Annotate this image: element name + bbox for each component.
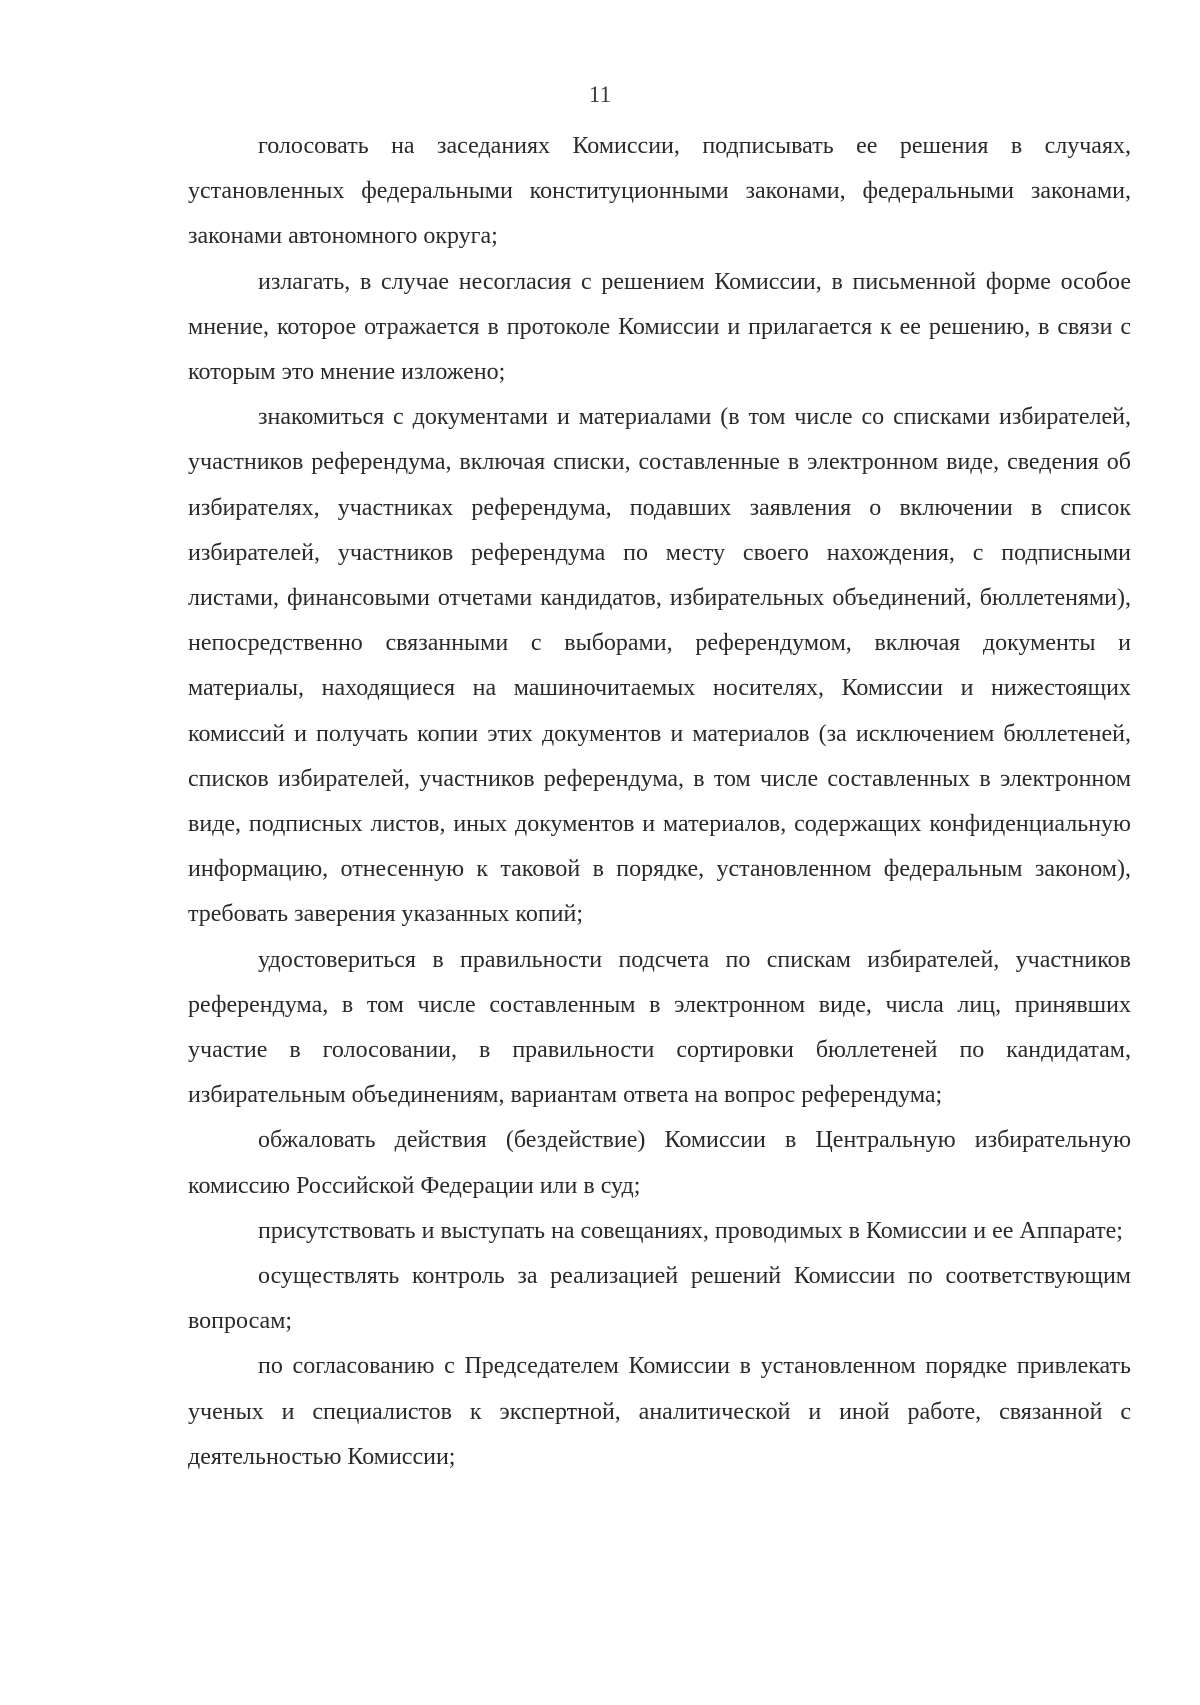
paragraph-meetings: присутствовать и выступать на совещаниях, проводимых в Комиссии и ее Аппарате; [258, 1217, 1123, 1244]
paragraph-experts: по согласованию с Председателем Комиссии в установленном порядке привлекать ученых и специалистов к экспертной, аналитической и иной работе, связанной с деятельностью Комиссии; [188, 1353, 1131, 1470]
paragraph-appeal: обжаловать действия (бездействие) Комиссии в Центральную избирательную комиссию Российской Федерации или в суд; [188, 1127, 1131, 1199]
paragraph-control: осуществлять контроль за реализацией решений Комиссии по соответствующим вопросам; [188, 1263, 1131, 1335]
paragraph-count-check: удостовериться в правильности подсчета по спискам избирателей, участников референдума, в том числе составленным в электронном виде, числа лиц, принявших участие в голосовании, в правильности сортировки бюллетеней по кандидатам, избирательным объединениям, вариантам ответа на вопрос референдума; [188, 946, 1131, 1109]
paragraph-dissent: излагать, в случае несогласия с решением Комиссии, в письменной форме особое мнение, которое отражается в протоколе Комиссии и прилагается к ее решению, в связи с которым это мнение изложено; [188, 268, 1131, 386]
paragraph-documents: знакомиться с документами и материалами (в том числе со списками избирателей, участников референдума, включая списки, составленные в электронном виде, сведения об избирателях, участниках референдума, подавших заявления о включении в список избирателей, участников референдума по месту своего нахождения, с подписными листами, финансовыми отчетами кандидатов, избирательных объединений, бюллетенями), непосредственно связанными с выборами, референдумом, включая документы и материалы, находящиеся на машиночитаемых носителях, Комиссии и нижестоящих комиссий и получать копии этих документов и материалов (за исключением бюллетеней, списков избирателей, участников референдума, в том числе составленных в электронном виде, подписных листов, иных документов и материалов, содержащих конфиденциальную информацию, отнесенную к таковой в порядке, установленном федеральным законом), требовать заверения указанных копий; [188, 404, 1131, 928]
page-number: 11 [588, 82, 612, 107]
document-body [188, 124, 1131, 1480]
paragraph-vote: голосовать на заседаниях Комиссии, подписывать ее решения в случаях, установленных федеральными конституционными законами, федеральными законами, законами автономного округа; [188, 133, 1131, 250]
